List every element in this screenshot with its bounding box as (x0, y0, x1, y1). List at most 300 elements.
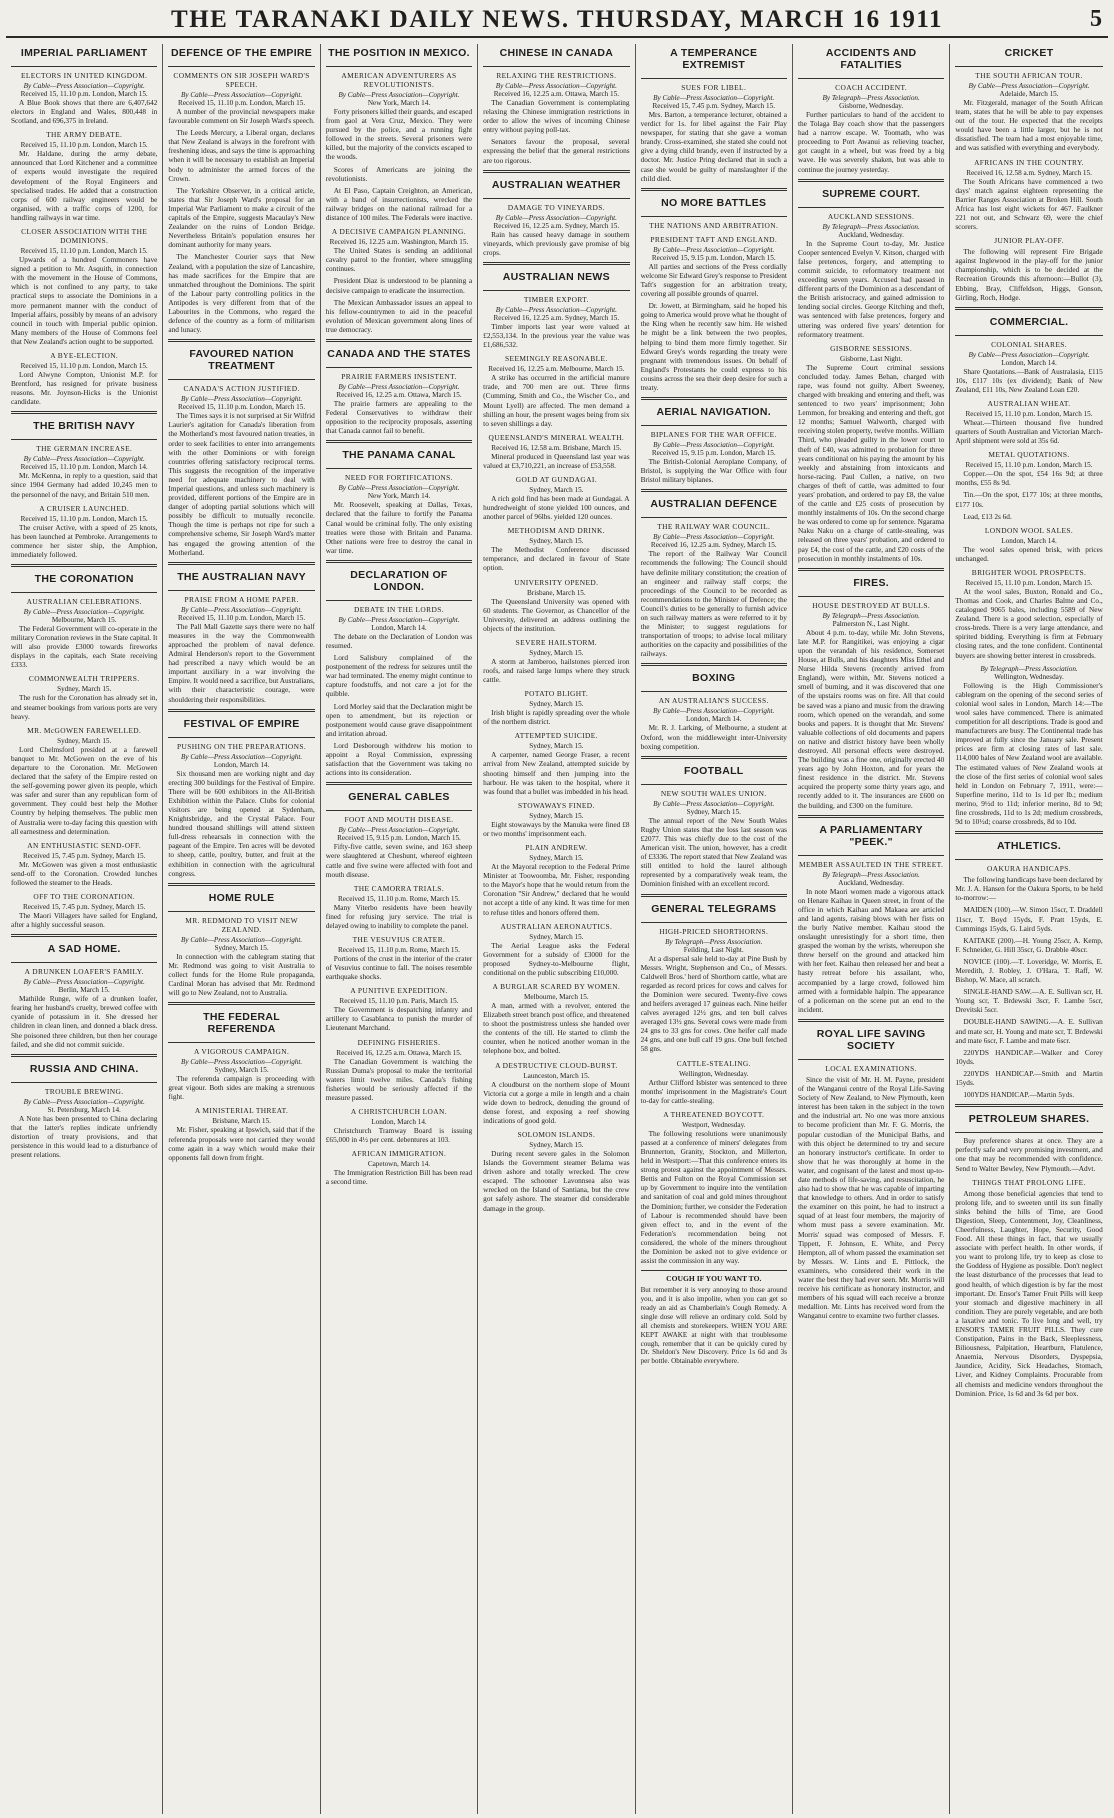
article-paragraph: The cruiser Active, with a speed of 25 knots, has been launched at Pembroke. Arrangements to commence her sister ship, the Amphion, immediately followed. (11, 522, 158, 559)
section-heading: A SAD HOME. (47, 943, 121, 956)
article-dateline: Received 15, 7.45 p.m. Sydney, March 15. (652, 102, 775, 110)
article (11, 130, 157, 222)
article (11, 726, 157, 836)
article-dateline: Received 15, 7.45 p.m. Sydney, March 15. (22, 851, 146, 860)
article-dateline: Sydney, March 15. (57, 685, 112, 694)
article-dateline: London, March 14. (686, 715, 742, 724)
article-subheading: SEVERE HAILSTORM. (515, 637, 598, 647)
rule-divider (955, 1132, 1102, 1133)
article (641, 696, 787, 750)
article-credit: By Cable—Press Association—Copyright. (180, 395, 303, 404)
article-dateline: Received 15, 11.10 p.m. London, March 14. (20, 463, 148, 472)
article-credit: By Telegraph—Press Association. (822, 94, 920, 102)
article-credit: By Cable—Press Association—Copyright. (23, 1097, 145, 1106)
rule-divider (955, 66, 1102, 67)
rule-divider (168, 911, 314, 912)
article-dateline: Received 16, 12.25 a.m. Melbourne, March 15. (488, 365, 625, 374)
article (641, 235, 787, 392)
article-subheading: QUEENSLAND'S MINERAL WEALTH. (488, 432, 625, 442)
section-heading: DECLARATION OF LONDON. (350, 568, 448, 593)
article-subheading: NEW SOUTH WALES UNION. (660, 788, 767, 798)
article-paragraph: DOUBLE-HAND SAWING.—A. E. Sullivan and mate scr, H. Young and mate scr, T. Brdewski and mate 6scr, F. Lambe and mate 6scr. (955, 1017, 1103, 1045)
article (326, 884, 472, 930)
article-paragraph: The Pall Mall Gazette says there were no half measures in the way the Commonwealth approached the problem of naval defence. Admiral Henderson's report to the Government had prescribed a navy which would be an important auxiliary in a war involving the Empire. It would need a sacrifice, but Australians, with their characteristic courage, were shouldering their responsibilities. (168, 621, 315, 704)
article-paragraph: At the wool sales, Buxton, Ronald and Co., Thomas and Cook, and Charles Balme and Co., catalogued 9065 bales, including 5589 of New Zealand. There is a good selection, especially of cross-breds. There is a very large attendance, and spirited bidding. Everything is firm at February closing rates, and the tone confident. Continental buyers are showing better interest in crossbreds. (955, 586, 1103, 660)
article-paragraph: Mr. Fitzgerald, manager of the South African team, states that he will be able to pay expenses out of the tour. He expected that the receipts would have been a little larger, but he is not dissatisfied. The team had a most enjoyable time, and was satisfied with everything and everybody. (955, 98, 1103, 153)
article-paragraph: Lord Morley said that the Declaration might be open to amendment, but its rejection or postponement would cause grave disappointment and irritation abroad. (325, 701, 473, 738)
article-paragraph: The Leeds Mercury, a Liberal organ, declares that New Zealand is always in the forefront with freshening ideas, and says the time is approaching when it will be necessary to establish an Imperial body to administer the armed forces of the Crown. (168, 128, 315, 183)
article-paragraph: The Immigration Restriction Bill has been read a second time. (325, 1168, 473, 1187)
article-dateline: Received 15, 11.10 p.m. London, March 15. (965, 578, 1093, 587)
article-paragraph: Irish blight is rapidly spreading over the whole of the northern district. (483, 708, 630, 727)
rule-divider (326, 560, 472, 563)
article-subheading: A DECISIVE CAMPAIGN PLANNING. (331, 227, 467, 237)
rule-divider (798, 596, 944, 597)
article-subheading: AUCKLAND SESSIONS. (827, 211, 915, 221)
article (955, 71, 1102, 153)
article-credit: By Cable—Press Association—Copyright. (180, 1058, 303, 1067)
article-paragraph: Mrs. Barton, a temperance lecturer, obtained a verdict for 1s. for libel against the Fair Play newspaper, for stating that she gave a woman brandy. Cross-examined, she stated she could not give a dying child brandy, even if instructed by a doctor. Mr. Justice Pring declared that in such a case she would be guilty of manslaughter if the child died. (640, 110, 787, 183)
article-dateline: Sydney, March 15. (214, 943, 269, 952)
article-dateline: Received 15, 11.10 p.m. London, March 15. (178, 403, 306, 412)
article (955, 1136, 1102, 1172)
article-subheading: A CHRISTCHURCH LOAN. (350, 1107, 448, 1116)
article (483, 689, 629, 726)
article-dateline: London, March 14. (371, 623, 427, 632)
section-heading: ATHLETICS. (997, 840, 1062, 853)
section-heading: CANADA AND THE STATES (327, 347, 471, 360)
article (955, 158, 1102, 232)
rule-divider (641, 489, 787, 492)
article (798, 344, 944, 563)
article-subheading: DAMAGE TO VINEYARDS. (507, 202, 606, 212)
article-subheading: FOOT AND MOUTH DISEASE. (344, 815, 454, 825)
article-dateline: Gisborne, Last Night. (840, 354, 903, 363)
article-dateline: Received 15, 11.10 p.m. London, March 15. (178, 99, 306, 107)
article-paragraph: Mr. Haldane, during the army debate, announced that Lord Kitchener and a committee of experts would investigate the required development of the Royal Engineers and specialised trades. He added that a construction corps of 600 railway engineers would be organised, with a traffic corps of 1200, for handling railways in war time. (11, 149, 158, 222)
article (483, 731, 629, 795)
article (11, 967, 157, 1049)
article (11, 892, 157, 929)
article-paragraph: Mr. Fisher, speaking at Ipswich, said that if the referenda proposals were not carried they would come again in a way which would make their opponents fall down from fright. (168, 1125, 315, 1162)
article-subheading: CANADA'S ACTION JUSTIFIED. (183, 384, 300, 394)
article-paragraph: About 4 p.m. to-day, while Mr. John Stevens, late M.P. for Rangitikei, was enjoying a cigar upon the verandah of his residence, Somerset House, at Bulls, and his daughters Miss Ethel and Nurse Hilda Stevens (recently arrived from England), were within, Mr. Stevens noticed a smell of burning, and it was discovered that one of the upstairs rooms was on fire. All that could be saved was a piano and music from the drawing room, which opened on the verandah, and some books and papers. It is thought that Mr. Stevens' valuable collections of old documents and papers on native and district history have been wholly destroyed. All personal effects were destroyed. The building was a fine one, originally erected 40 years ago by John Hoxton, and for years the finest residence in the district. Mr. Stevens acquired the property some thirty years ago, and recently added to it. The insurances are £600 on the building, and £300 on the furniture. (797, 627, 945, 810)
section-heading: A TEMPERANCE EXTREMIST (670, 47, 758, 71)
page-number: 5 (1090, 6, 1102, 32)
article-subheading: AFRICANS IN THE COUNTRY. (974, 157, 1084, 167)
article (483, 203, 629, 257)
article-paragraph: The Times says it is not surprised at Sir Wilfrid Laurier's agitation for Canada's liberation from the Motherland's most favoured nation treaties, in order to seek facilities to enter into arrangements with the other Dominions or with foreign countries offering satisfactory reciprocal terms. This suggests the recognition of the imperative need for adequate machinery to deal with Imperial questions, and unless such machinery is provided, different portions of the Empire are in danger of adopting partial solutions which will possibly be difficult to mutually reconcile. Though the time is perhaps not ripe for such a comprehensive scheme, Sir Joseph Ward's matter has engaged the growing attention of the Motherland. (168, 411, 315, 557)
rule-divider (168, 709, 314, 712)
article-subheading: DEFINING FISHERIES. (357, 1037, 441, 1047)
article (326, 815, 472, 878)
article (641, 83, 787, 183)
article (168, 742, 314, 878)
article-credit: By Cable—Press Association—Copyright. (495, 305, 617, 314)
article-subheading: OAKURA HANDICAPS. (987, 864, 1072, 874)
article-credit: By Cable—Press Association—Copyright. (968, 350, 1090, 359)
article (798, 601, 944, 810)
article (955, 526, 1102, 563)
article (11, 227, 157, 346)
rule-divider (641, 397, 787, 400)
rule-divider (168, 379, 314, 380)
article-subheading: AN AUSTRALIAN'S SUCCESS. (658, 696, 769, 706)
article-paragraph: The Supreme Court criminal sessions concluded today. James Behan, charged with rape, was found not guilty. Albert Sweeney, charged with breaking and entering and theft, was sentenced to two years' imprisonment; John Lemmon, for breaking and entering and theft, got 12 months; Samuel Walworth, charged with receiving stolen property, twelve months. William Third, who pleaded guilty in the lower court to theft of £40, was admitted to probation for three years conditional on his paying the amount by his weekly and abstaining from intoxicants and horse-racing. Paul Cullen, a native, on two charges of theft of cattle, was admitted to four years' probation, and ordered to pay £8, the value of the cattle and £25 costs of prosecution by monthly instalments of 10s. On the second charge he was ordered to come up for sentence. Ngarama Naku Naku on a charge of cattle-stealing, was released on three years' probation, and ordered to pay £4, the cost of the cattle, and £20 costs of the prosecution in monthly instalments of 10s. (797, 362, 945, 563)
article-paragraph: The report of the Railway War Council recommends the following: The Council should have definite military constitution; the creation of an engineer and railway staff corps; the proceedings of the Council to be recorded as recommendations to the Minister of Defence; the Council's duties to be generally to furnish advice on such railway matters as were referred to it by the Minister; to suggest regulations for transportation of troops; to advise local military authorities on the capacity and possibilities of the railways. (640, 549, 787, 659)
article-credit: By Telegraph—Press Association. (822, 222, 920, 231)
rule-divider (483, 290, 629, 291)
rule-divider (168, 590, 314, 591)
article-paragraph: Christchurch Tramway Board is issuing £65,000 in 4½ per cent. debentures at 103. (325, 1126, 473, 1145)
rule-divider (798, 568, 944, 571)
article-subheading: METHODISM AND DRINK. (507, 526, 606, 536)
article-paragraph: Eight stowaways by the Manuka were fined £8 or two months' imprisonment each. (483, 819, 630, 838)
article-credit: By Cable—Press Association—Copyright. (653, 441, 775, 450)
article-subheading: BIPLANES FOR THE WAR OFFICE. (650, 430, 777, 440)
article-dateline: Capetown, March 14. (367, 1160, 431, 1169)
article-paragraph: Portions of the crust in the interior of the crater of Vesuvius continue to fall. The noises resemble earthquake shocks. (325, 953, 473, 982)
article-subheading: A THREATENED BOYCOTT. (663, 1109, 765, 1119)
article-dateline: Received 15, 11.10 p.m. Rome, March 15. (338, 945, 460, 954)
article (955, 864, 1102, 1099)
article (955, 399, 1102, 445)
section-heading: GENERAL CABLES (348, 791, 450, 804)
article-credit: By Cable—Press Association—Copyright. (23, 608, 145, 616)
article-dateline: Sydney, March 15. (529, 700, 584, 709)
rule-divider (326, 810, 472, 811)
article (168, 595, 314, 704)
rule-divider (326, 600, 472, 601)
section-heading: BOXING (692, 672, 736, 685)
article (641, 522, 787, 658)
article-paragraph: Senators favour the proposal, several expressing the belief that the general restrictions are too rigorous. (483, 137, 630, 165)
article (11, 504, 157, 559)
article-subheading: A DESTRUCTIVE CLOUD-BURST. (495, 1060, 618, 1070)
article (11, 841, 157, 887)
article-subheading: SUES FOR LIBEL. (681, 83, 747, 92)
article-credit: By Cable—Press Association—Copyright. (968, 82, 1090, 90)
article-paragraph: Among those beneficial agencies that tend to prolong life, and to sweeten until its sun finally sinks behind the hills of Time, are Good Digestion, Sleep, Contentment, Joy, Cleanliness, Cheerfulness, Laughter, Hope, Security, Good Food. All these things in fact, that we usually associate with perfect health. In other words, if you want to prolong life, try to keep as close to the Goddess of Hygiene as possible. Don't neglect the least disturbance of the processes that lead to good health, of which digestion is by far the most important. Dr. Ensor's Tamer Fruit Pills will keep your stomach and digestive machinery in all condition. They are purely vegetable, and are both a laxative and tonic. To live long and well, try ENSOR'S TAMER FRUIT PILLS. They cure Constipation, Pains in the Back, Sleeplessness, Biliousness, Palpitation, Heartburn, Flatulence, Anaemia, Nervous Disorders, Dyspepsia, Jaundice, Acidity, Sick Headaches, Stomach, Liver, and Kidney Complaints. Procurable from all chemists and medicine vendors throughout the Dominion. Price, 1s 6d and 3s 6d per box. (955, 1188, 1103, 1398)
rule-divider (641, 922, 787, 923)
article-credit: By Cable—Press Association—Copyright. (338, 91, 460, 99)
section-heading: AUSTRALIAN DEFENCE (650, 498, 778, 511)
article (955, 450, 1102, 520)
section-heading: FOOTBALL (683, 764, 744, 777)
article-subheading: A MINISTERIAL THREAT. (194, 1106, 289, 1116)
article-credit: By Cable—Press Association—Copyright. (653, 245, 775, 254)
article-subheading: THE VESUVIUS CRATER. (352, 934, 446, 944)
article-credit: By Cable—Press Association—Copyright. (180, 91, 303, 99)
section-heading: FAVOURED NATION TREATMENT (189, 348, 294, 373)
article-dateline: Received 15, 9.15 p.m. London, March 15. (651, 449, 776, 458)
section-heading: CHINESE IN CANADA (499, 47, 614, 59)
article-subheading: THE GERMAN INCREASE. (36, 444, 133, 454)
article-paragraph: Upwards of a hundred Commoners have signed a petition to Mr. Asquith, in connection with the movement in the House of Commons, which is not confined to any party, to take practical steps to associate the Dominions in a more permanent manner with the conduct of Imperial affairs, possibly by means of an advisory council in touch with Imperial public opinion. Many members of the House of Commons feel that New Zealand's action ought to be supported. (11, 255, 158, 346)
article-dateline: London, March 14. (371, 1118, 427, 1126)
article (11, 597, 157, 669)
article-subheading: AUSTRALIAN WHEAT. (987, 398, 1071, 408)
article-paragraph: In the Supreme Court to-day, Mr. Justice Cooper sentenced Evelyn V. Kitson, charged with false pretences, forgery, and attempting to commit suicide, to reformatory treatment not exceeding seven years. Accused had passed in different parts of the Dominion as a descendant of the British aristocracy, and gained admission to lending social circles. George Kitching and theft, was sentenced with false pretences, forgery and uttering was ordered five years' detention for reformatory treatment. (797, 238, 945, 339)
rule-divider (641, 188, 787, 191)
column (636, 44, 793, 1814)
article (326, 986, 472, 1032)
article (641, 1059, 787, 1105)
article-subheading: HOUSE DESTROYED AT BULLS. (812, 600, 931, 610)
article (955, 665, 1102, 827)
article (11, 351, 157, 406)
article-dateline: Wellington, Wednesday. (679, 1069, 749, 1078)
article-dateline: Received 16, 12.25 a.m. Ottawa, March 15. (493, 90, 620, 98)
article-dateline: Received 15, 11.10 p.m. London, March 15. (20, 90, 148, 98)
article-dateline: St. Petersburg, March 14. (47, 1105, 121, 1114)
article (168, 1106, 314, 1161)
column (163, 44, 320, 1814)
article (955, 340, 1102, 394)
article-subheading: MR. McGOWEN FAREWELLED. (27, 725, 142, 735)
rule-divider (641, 894, 787, 897)
section-heading: IMPERIAL PARLIAMENT (20, 47, 148, 59)
article-paragraph: The South Africans have commenced a two days' match against eighteen representing the Barrier Ranges Association at Broken Hill. South Africa has lost eight wickets for 467. Faulkner 221 not out, and Schwarz 69, were the chief scorers. (955, 176, 1103, 232)
article-subheading: COLONIAL SHARES. (991, 339, 1067, 349)
rule-divider (798, 1059, 944, 1060)
article-subheading: THINGS THAT PROLONG LIFE. (972, 1177, 1086, 1187)
article-dateline: Received 16, 12.25 a.m. Ottawa, March 15. (336, 390, 462, 399)
article-subheading: UNIVERSITY OPENED. (514, 577, 599, 587)
article-paragraph: The Manchester Courier says that New Zealand, with a population the size of Lancashire, has made sacrifices for the Empire that are unmatched throughout the Dominions. The spirit of the Labour party controlling politics in the Antipodes is very different from that of the Labourites in the Commons, who regard the defence of the country as a form of militarism and lunacy. (168, 252, 315, 335)
article-paragraph: The Canadian Government is contemplating relaxing the Chinese immigration restrictions in order to allow the wives of incoming Chinese entry without paying poll-tax. (483, 98, 630, 135)
rule-divider (168, 66, 314, 67)
article-paragraph: Lead, £13 2s 6d. (963, 511, 1012, 521)
article-credit: By Cable—Press Association—Copyright. (23, 455, 145, 464)
section-heading: FESTIVAL OF EMPIRE (183, 717, 300, 730)
article-paragraph: Mathilde Runge, wife of a drunken loafer, fearing her husband's cruelty, brewed coffee with cyanide of potassium in it. She dressed her children in clean linen, and donned a black dress. She poisoned three children, but then her courage failed, and she did not commit suicide. (11, 994, 158, 1049)
article-paragraph: The United States is sending an additional cavalry patrol to the frontier, where smuggling continues. (325, 246, 473, 274)
article-paragraph: Arthur Clifford Isbister was sentenced to three months' imprisonment in the Magistrate's Court to-day for cattle-stealing. (640, 1077, 787, 1105)
article-subheading: A CRUISER LAUNCHED. (39, 503, 130, 513)
article-paragraph: SINGLE-HAND SAW.—A. E. Sullivan scr, H. Young scr, T. Brdewski 3scr, F. Lambe 5scr, Drevitski 5scr. (955, 987, 1103, 1015)
article-dateline: Sydney, March 15. (529, 742, 584, 751)
section-heading: THE POSITION IN MEXICO. (328, 47, 470, 59)
article-dateline: Received 15, 11.10 p.m. London, March 15. (20, 141, 148, 150)
article-paragraph: A Note has been presented to China declaring that the latter's replies indicate unfriendly distortion of treaty provisions, and that persistence in this would lead to a disturbance of present relations. (11, 1113, 158, 1160)
article (483, 71, 629, 165)
rule-divider (483, 170, 629, 173)
article-subheading: AUSTRALIAN AERONAUTICS. (500, 921, 613, 931)
advertisement-text: But remember it is very annoying to those around you, and it is also impolite, when you can get so ready an aid as Chamberlain's Cough Remedy. A single dose will relieve an ordinary cold. Sold by all chemists and storekeepers. WHEN YOU ARE KEPT AWAKE at night with that troublesome cough, remember that it can be quickly cured by Dr. Sheldon's New Discovery. Price 1s 6d and 3s per bottle. Obtainable everywhere. (640, 1286, 787, 1366)
article-subheading: MR. REDMOND TO VISIT NEW ZEALAND. (185, 915, 298, 934)
article-dateline: Received 15, 11.10 p.m. London, March 15. (20, 247, 148, 256)
rule-divider (641, 425, 787, 426)
article-paragraph: In note Maori women made a vigorous attack on Henare Kaihau in Queen street, in front of the office in which Kaihau and Makaea are articled and land agents, raising blows with her fists on the burly Native member. Kaihau stood the onslaught unresistingly for a short time, then grasped the woman by the wrists, whereupon she threw herself on the ground and attacked him with her feet. Kaihau then released her and beat a hasty retreat before his assailant, who, accompanied by a large crowd, followed him armed with a formidable halpin. The appearance of a policeman on the scene put an end to the incident. (797, 886, 945, 1014)
article-dateline: Received 15, 9.15 p.m. London, March 15. (337, 834, 461, 843)
article-paragraph: Lord Alwyne Compton, Unionist M.P. for Brentford, has resigned for private business reasons. Mr. Joynson-Hicks is the Unionist candidate. (11, 369, 158, 407)
article-dateline: Received 16, 12.25 a.m. Sydney, March 15. (493, 221, 620, 230)
article-subheading: THE SOUTH AFRICAN TOUR. (975, 71, 1083, 80)
article-paragraph: The referenda campaign is proceeding with great vigour. Both sides are making a strenuous fight. (168, 1074, 315, 1102)
article-paragraph: All parties and sections of the Press cordially welcome Sir Edward Grey's response to President Taft's suggestion for an arbitration treaty, covering all possible grounds of quarrel. (640, 261, 787, 299)
rule-divider (641, 691, 787, 692)
article-paragraph: Forty prisoners killed their guards, and escaped from gaol at Vera Cruz, Mexico. They were pursued by the police, and a running fight followed in the streets. Several prisoners were killed, but the majority of the convicts escaped to the woods. (325, 107, 473, 162)
article-credit: By Cable—Press Association—Copyright. (180, 935, 303, 944)
article (798, 860, 944, 1014)
rule-divider (641, 784, 787, 785)
article-dateline: Melbourne, March 15. (51, 616, 117, 624)
article-paragraph: Lord Chelmsford presided at a farewell banquet to Mr. McGowen on the eve of his departure to the Coronation. Mr. McGowen declared that the safety of the Empire rested on the self-governing power given its people, which was safer and surer than any republican form of government. They could best help the Mother Country by helping themselves. The public men of Australia were to-day facing this question with all earnestness and determination. (11, 744, 158, 836)
article-paragraph: Lord Salisbury complained of the postponement of the redress for seizures until the war had terminated. The enemy might continue to capture foodstuffs, and not care a jot for the quibble. (325, 653, 473, 699)
article-subheading: A DRUNKEN LOAFER'S FAMILY. (24, 967, 144, 977)
article-paragraph: The Methodist Conference discussed temperance, and declared in favour of State option. (483, 545, 630, 573)
article-paragraph: Fifty-five cattle, seven swine, and 163 sheep were slaughtered at Cheshunt, whereof eighteen cattle and five swine were affected with foot and mouth disease. (325, 842, 473, 879)
article-paragraph: The Federal Government will co-operate in the military Coronation reviews in the State capital. It will also provide £3000 towards fireworks displays in the capitals, each State receiving £333. (11, 624, 158, 670)
article-paragraph: NOVICE (100).—T. Loveridge, W. Morris, E. Meredith, J. Robley, J. O'Hara, T. Raff, W. Bishop, W. Mace, all scratch. (955, 956, 1103, 985)
article-paragraph: A carpenter, named George Fraser, a recent arrival from New Zealand, attempted suicide by shooting himself and then jumping into the harbour. He was taken to the hospital, where it was found that a bullet was imbedded in his head. (483, 750, 630, 796)
article-dateline: Received 15, 9.15 p.m. London, March 15. (651, 253, 776, 262)
section-heading: HOME RULE (208, 891, 275, 904)
article (483, 295, 629, 349)
rule-divider (326, 66, 472, 67)
section-heading: AUSTRALIAN NEWS (502, 270, 610, 283)
rule-divider (11, 1082, 157, 1083)
rule-divider (955, 307, 1102, 310)
article-dateline: Launceston, March 15. (523, 1071, 590, 1080)
rule-divider (168, 339, 314, 342)
section-heading: COMMERCIAL. (989, 315, 1069, 328)
article-subheading: PRESIDENT TAFT AND ENGLAND. (650, 234, 778, 244)
article (798, 83, 944, 174)
article-dateline: Received 15, 11.10 p.m. Rome, March 15. (338, 894, 460, 903)
column (478, 44, 635, 1814)
article-paragraph: 220YDS HANDICAP.—Smith and Martin 15yds. (955, 1068, 1103, 1088)
article-dateline: New York, March 14. (367, 99, 431, 107)
article-dateline: Gisborne, Wednesday. (839, 102, 904, 110)
article (326, 1038, 472, 1102)
rule-divider (483, 66, 629, 67)
article-paragraph: A number of the provincial newspapers make favourable comment on Sir Joseph Ward's speech. (168, 107, 315, 126)
article-credit: By Telegraph—Press Association. (665, 937, 763, 946)
article (483, 982, 629, 1056)
article (168, 71, 314, 334)
article-subheading: LONDON WOOL SALES. (984, 525, 1074, 535)
article-paragraph: The following resolutions were unanimously passed at a conference of miners' delegates from Brunnerton, Granity, Stockton, and Millerton, held in Westport:—That this conference enters its strong protest against the appointment of Messrs. Bettis and Fulton on the Royal Commission set up by Government to inquire into the ventilation and sanitation of coal and gold mines throughout the Dominion; further, we consider the Federation of Labour is recommended should have been given effect to, and in the event of the Federation's recommendation being not considered, the whole of the miners throughout the Dominion be asked not to give evidence or assist the commission in any way. (640, 1128, 787, 1266)
article (168, 384, 314, 557)
advertisement (641, 1270, 787, 1366)
rule-divider (11, 411, 157, 414)
section-heading: DEFENCE OF THE EMPIRE (171, 47, 313, 59)
article-subheading: METAL QUOTATIONS. (988, 450, 1070, 460)
rule-divider (11, 66, 157, 67)
article-paragraph: Wheat.—Thirteen thousand five hundred quarters of South Australian and Victorian March-April shipment were sold at 35s 6d. (955, 417, 1103, 446)
article-subheading: THE ARMY DEBATE. (46, 130, 123, 140)
article-paragraph: A rich gold find has been made at Gundagai. A hundredweight of stone yielded 100 ounces, and another parcel of 96lbs. yielded 120 ounces. (483, 493, 630, 522)
article (326, 605, 472, 777)
article-dateline: Auckland, Wednesday. (838, 230, 904, 239)
article-subheading: PRAIRIE FARMERS INSISTENT. (341, 371, 457, 381)
rule-divider (11, 962, 157, 963)
article (326, 473, 472, 555)
column (6, 44, 163, 1814)
section-heading: PETROLEUM SHARES. (968, 1113, 1090, 1126)
article-dateline: Melbourne, March 15. (524, 992, 589, 1001)
article-paragraph: Copper.—On the spot, £54 16s 9d; at three months, £55 8s 9d. (955, 469, 1103, 488)
article-paragraph: Buy preference shares at once. They are a perfectly safe and very promising investment, and one that may be recommended with confidence. Send to Walter Bewley, New Plymouth.—Advt. (955, 1136, 1103, 1173)
article-paragraph: The rush for the Coronation has already set in, and steamer bookings from various ports are very heavy. (11, 693, 158, 721)
article-credit: By Cable—Press Association—Copyright. (338, 826, 460, 835)
article-subheading: PLAIN ANDREW. (525, 843, 588, 853)
article (955, 1178, 1102, 1398)
advertisement-heading: COUGH IF YOU WANT TO. (666, 1274, 762, 1284)
article-dateline: Sydney, March 15. (686, 807, 741, 816)
article-paragraph: 220YDS HANDICAP.—Walker and Corey 10yds. (955, 1047, 1103, 1066)
article-dateline: Brisbane, March 15. (527, 588, 586, 597)
article (641, 430, 787, 484)
article (326, 372, 472, 435)
article-credit: By Cable—Press Association—Copyright. (23, 82, 145, 90)
article-credit: By Cable—Press Association—Copyright. (653, 533, 775, 542)
article (11, 674, 157, 720)
article-paragraph: The following will represent Fire Brigade against Inglewood in the play-off for the junior championship, which is to be decided at the Recreation Grounds this afternoon:—Bullot (3), Ebbing, Bray, Cliffeldson, Higgs, Gonson, Girling, Roch, Hodge. (955, 247, 1103, 302)
rule-divider (11, 564, 157, 567)
section-heading: GENERAL TELEGRAMS (651, 902, 777, 915)
article-paragraph: Mr. Roosevelt, speaking at Dallas, Texas, declared that the failure to fortify the Panama Canal would be criminal folly. The only existing treaties were those with Britain and Panama. Other nations were free to destroy the canal in war time. (325, 500, 473, 555)
article-paragraph: MAIDEN (100).—W. Simon 15scr, T. Draddell 11scr, T. Boyd 15yds, F. Pratt 15yds, E. Cummings 15yds, G. Laird 5yds. (955, 905, 1103, 933)
article-dateline: Received 15, 7.45 p.m. Sydney, March 15. (22, 902, 146, 911)
article-paragraph: Since the visit of Mr. H. M. Payne, president of the Wanganui centre of the Royal Life-Saving Society of New Zealand, to New Plymouth, keen interest has been taken in the subject in the town and the industrial art. No one was more anxious to become proficient than Mr. F. G. Morris, the popular custodian of the Municipal Baths, and with this object he determined to try and secure an honorary instructor's certificate. In order to show that he was thoroughly at home in the water, and cognisant of the latest and most up-to-date methods of life-saving, and resuscitation, he also had to show that he was capable of imparting that knowledge to others. And in order to satisfy the examiner on this point, he had to instruct a squad of at least four members, the majority of whom must pass a severe examination. Mr. Morris' squad was composed of Messrs. F. Tippett, F. Johnson, E. White, and Percy Hempton, all of whom passed the examination set by Messrs. W. Lints and E. Pittlock, the examiners, who considered their work in the water the best they had ever seen. Mr. Morris will receive his certificate as honorary instructor, and members of his squad will each receive a bronze medallion. Mr. Lints has received word from the Wanganui centre to examine two further classes. (797, 1074, 945, 1321)
article-subheading: COMMENTS ON SIR JOSEPH WARD'S SPEECH. (173, 71, 310, 89)
article-dateline: London, March 14. (213, 760, 270, 769)
article-subheading: ATTEMPTED SUICIDE. (514, 731, 598, 741)
article-dateline: Sydney, March 15. (57, 736, 112, 745)
rule-divider (955, 831, 1102, 834)
rule-divider (326, 468, 472, 469)
article-subheading: BRIGHTER WOOL PROSPECTS. (971, 567, 1087, 577)
article-dateline: Received 16, 12.25 a.m. Washington, March 15. (329, 238, 469, 247)
article-subheading: SEEMINGLY REASONABLE. (505, 354, 608, 364)
rule-divider (641, 517, 787, 518)
article-dateline: London, March 14. (1001, 536, 1057, 545)
article-paragraph: A man, armed with a revolver, entered the Elizabeth street branch post office, and threatened to shoot the postmistress unless she handed over the contents of the till. He started to climb the counter, when he noticed another woman in the telephone box, and bolted. (483, 1000, 630, 1056)
article-dateline: Received 16, 12.25 a.m. Ottawa, March 15. (336, 1048, 462, 1057)
article-paragraph: The debate on the Declaration of London was resumed. (325, 631, 473, 650)
article (483, 475, 629, 521)
article-dateline: Received 15, 11.10 p.m. London, March 15. (965, 461, 1093, 470)
article (11, 71, 157, 125)
article-dateline: Received 15, 11.10 p.m. London, March 15. (178, 613, 306, 622)
rule-divider (955, 1104, 1102, 1107)
article-paragraph: The annual report of the New South Wales Rugby Union states that the loss last season was £2077. This was chiefly due to the cost of the American visit. The union, however, has a credit of £3336. The report stated that New Zealand was still entitled to hold the laurel although represented by a comparatively weak team, the Dominion finished with an excellent record. (640, 815, 787, 889)
article-dateline: Received 15, 11.10 p.m. London, March 15. (20, 514, 148, 523)
article-dateline: Sydney, March 15. (529, 1141, 584, 1149)
rule-divider (483, 198, 629, 199)
article-paragraph: Many Viterbo residents have been heavily fined for refusing jury service. The trial is delayed owing to inability to complete the panel. (325, 902, 473, 930)
article-dateline: Received 16, 12.25 a.m. Sydney, March 15. (650, 541, 777, 550)
newspaper-page (6, 4, 1108, 1814)
article (798, 1064, 944, 1321)
article-paragraph: Lord Desborough withdrew his motion to appoint a Royal Commission, expressing satisfaction that the Government was taking no actions into its consideration. (325, 740, 473, 778)
article-credit: By Cable—Press Association—Copyright. (653, 707, 775, 716)
rule-divider (798, 179, 944, 182)
rule-divider (326, 440, 472, 443)
article-credit: By Cable—Press Association—Copyright. (180, 605, 303, 614)
article-dateline: Brisbane, March 15. (212, 1117, 271, 1126)
article-dateline: Wellington, Wednesday. (994, 672, 1064, 681)
article-subheading: HIGH-PRICED SHORTHORNS. (659, 926, 769, 936)
article-subheading: GOLD AT GUNDAGAI. (515, 474, 597, 484)
article (641, 927, 787, 1054)
masthead-title: THE TARANAKI DAILY NEWS. THURSDAY, MARCH 16 1911 (171, 6, 943, 33)
article-paragraph: The Mexican Ambassador issues an appeal to his fellow-countrymen to aid in the peaceful evolution of Mexican government along lines of true democracy. (325, 297, 473, 334)
article-credit: By Cable—Press Association—Copyright. (338, 382, 460, 391)
